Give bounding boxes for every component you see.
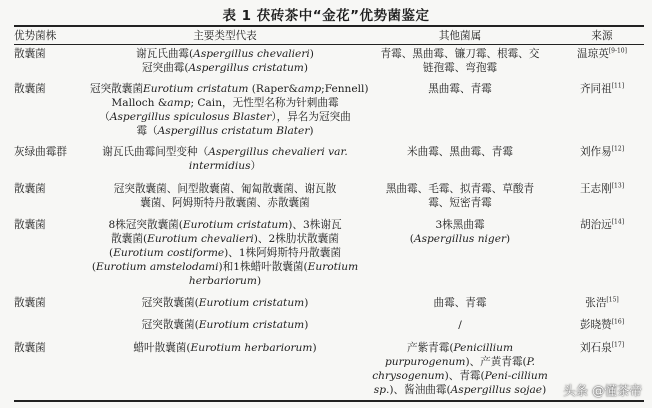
representative-line: 冠突散囊菌Eurotium cristatum (Raper&amp;Fennell) bbox=[90, 83, 369, 95]
other-genera-line: 产紫青霉(Penicillium bbox=[406, 342, 513, 354]
representative-line: 8株冠突散囊菌(Eurotium cristatum)、3株谢瓦 bbox=[108, 219, 342, 231]
representative-line: Malloch &amp; Cain，无性型名称为针刺曲霉 bbox=[111, 97, 339, 109]
cell-source bbox=[562, 296, 642, 310]
cell-other-genera bbox=[370, 218, 550, 246]
other-genera-line: 青霉、黑曲霉、镰刀霉、根霉、交 bbox=[380, 48, 540, 60]
source-reference: [9-10] bbox=[608, 47, 627, 55]
representative-line: 谢瓦氏曲霉间型变种（Aspergillus chevalieri var. bbox=[102, 146, 348, 158]
cell-representative bbox=[90, 82, 369, 138]
watermark: 头条 @懂茶帝 bbox=[563, 383, 642, 398]
other-genera-line: 3株黑曲霉 bbox=[435, 219, 485, 231]
cell-source bbox=[562, 318, 642, 332]
source-author: 温琼英 bbox=[577, 48, 609, 60]
cell-strain: 散囊菌 bbox=[14, 219, 46, 231]
representative-line: （Aspergillus spiculosus Blaster），异名为冠突曲 bbox=[99, 111, 351, 123]
representative-line: (Eurotium costiforme)、1株阿姆斯特丹散囊菌 bbox=[109, 247, 341, 259]
source-author: 刘作易 bbox=[579, 146, 612, 158]
cell-other-genera bbox=[370, 341, 550, 397]
cell-representative bbox=[90, 47, 360, 75]
cell-strain: 散囊菌 bbox=[14, 297, 46, 309]
other-genera-line: purpurogenum)、产黄青霉(P. bbox=[384, 356, 536, 368]
header-representative: 主要类型代表 bbox=[193, 30, 257, 42]
other-genera-line: 链孢霉、弯孢霉 bbox=[422, 62, 498, 74]
other-genera-line: 米曲霉、黑曲霉、青霉 bbox=[407, 146, 513, 158]
source-reference: [16] bbox=[611, 318, 625, 326]
representative-line: 冠突散囊菌、间型散囊菌、匍匐散囊菌、谢瓦散 bbox=[113, 183, 337, 195]
representative-line: herbariorum) bbox=[188, 275, 262, 287]
cell-other-genera bbox=[370, 82, 550, 96]
other-genera-line: / bbox=[458, 319, 462, 331]
representative-line: 散囊菌(Eurotium chevalieri)、2株肋状散囊菌 bbox=[111, 233, 339, 245]
source-reference: [15] bbox=[606, 296, 619, 304]
representative-line: 囊菌、阿姆斯特丹散囊菌、赤散囊菌 bbox=[140, 197, 310, 209]
table-top-rule bbox=[14, 25, 644, 27]
representative-line: 谢瓦氏曲霉(Aspergillus chevalieri) bbox=[136, 48, 314, 60]
cell-strain: 散囊菌 bbox=[14, 183, 46, 195]
cell-other-genera bbox=[370, 47, 550, 75]
cell-source bbox=[562, 182, 642, 196]
header-strain: 优势菌株 bbox=[14, 30, 57, 42]
other-genera-line: sp.)、酱油曲霉(Aspergillus sojae) bbox=[373, 384, 547, 396]
representative-line: 蜡叶散囊菌(Eurotium herbariorum) bbox=[133, 342, 317, 354]
header-other: 其他菌属 bbox=[438, 30, 482, 42]
source-reference: [17] bbox=[611, 341, 625, 349]
source-author: 刘石泉 bbox=[579, 342, 612, 354]
source-author: 彭晓赞 bbox=[579, 319, 612, 331]
cell-source bbox=[562, 341, 642, 355]
cell-representative bbox=[90, 182, 360, 210]
cell-other-genera bbox=[370, 145, 550, 159]
representative-line: intermidius） bbox=[188, 160, 262, 172]
source-author: 张浩 bbox=[585, 297, 607, 309]
other-genera-line: chrysogenum)、青霉(Peni-cillium bbox=[372, 370, 548, 382]
cell-source bbox=[562, 145, 642, 159]
cell-source bbox=[562, 47, 642, 61]
header-source: 来源 bbox=[591, 30, 613, 42]
source-reference: [13] bbox=[611, 182, 625, 190]
cell-strain: 散囊菌 bbox=[14, 342, 46, 354]
cell-other-genera bbox=[370, 182, 550, 210]
other-genera-line: 霉、短密青霉 bbox=[428, 197, 492, 209]
cell-representative bbox=[90, 318, 360, 332]
table-header-rule bbox=[14, 44, 644, 45]
source-reference: [11] bbox=[611, 82, 625, 90]
other-genera-line: (Aspergillus niger) bbox=[409, 233, 511, 245]
table-title: 表 1 茯砖茶中“金花”优势菌鉴定 bbox=[222, 8, 430, 24]
source-reference: [12] bbox=[611, 145, 625, 153]
source-reference: [14] bbox=[611, 218, 625, 226]
other-genera-line: 曲霉、青霉 bbox=[433, 297, 487, 309]
cell-representative bbox=[90, 145, 360, 173]
cell-other-genera bbox=[370, 318, 550, 332]
source-author: 齐同祖 bbox=[579, 83, 612, 95]
other-genera-line: 黑曲霉、青霉 bbox=[428, 83, 492, 95]
cell-representative bbox=[90, 296, 360, 310]
representative-line: 冠突曲霉(Aspergillus cristatum) bbox=[142, 62, 308, 74]
representative-line: 冠突散囊菌(Eurotium cristatum) bbox=[141, 297, 309, 309]
representative-line: 霉（Aspergillus cristatum Blater) bbox=[136, 125, 314, 137]
representative-line: (Eurotium amstelodami)和1株蜡叶散囊菌(Eurotium bbox=[91, 261, 359, 273]
cell-strain: 散囊菌 bbox=[14, 48, 46, 60]
other-genera-line: 黑曲霉、毛霉、拟青霉、草酸青 bbox=[385, 183, 535, 195]
cell-other-genera bbox=[370, 296, 550, 310]
representative-line: 冠突散囊菌(Eurotium cristatum) bbox=[141, 319, 309, 331]
cell-strain: 灰绿曲霉群 bbox=[14, 146, 67, 158]
table-bottom-rule bbox=[14, 400, 644, 402]
source-author: 胡治远 bbox=[579, 219, 612, 231]
cell-representative bbox=[90, 341, 360, 355]
cell-representative bbox=[90, 218, 360, 288]
source-author: 王志刚 bbox=[579, 183, 612, 195]
cell-strain: 散囊菌 bbox=[14, 83, 46, 95]
cell-source bbox=[562, 218, 642, 232]
cell-source bbox=[562, 82, 642, 96]
